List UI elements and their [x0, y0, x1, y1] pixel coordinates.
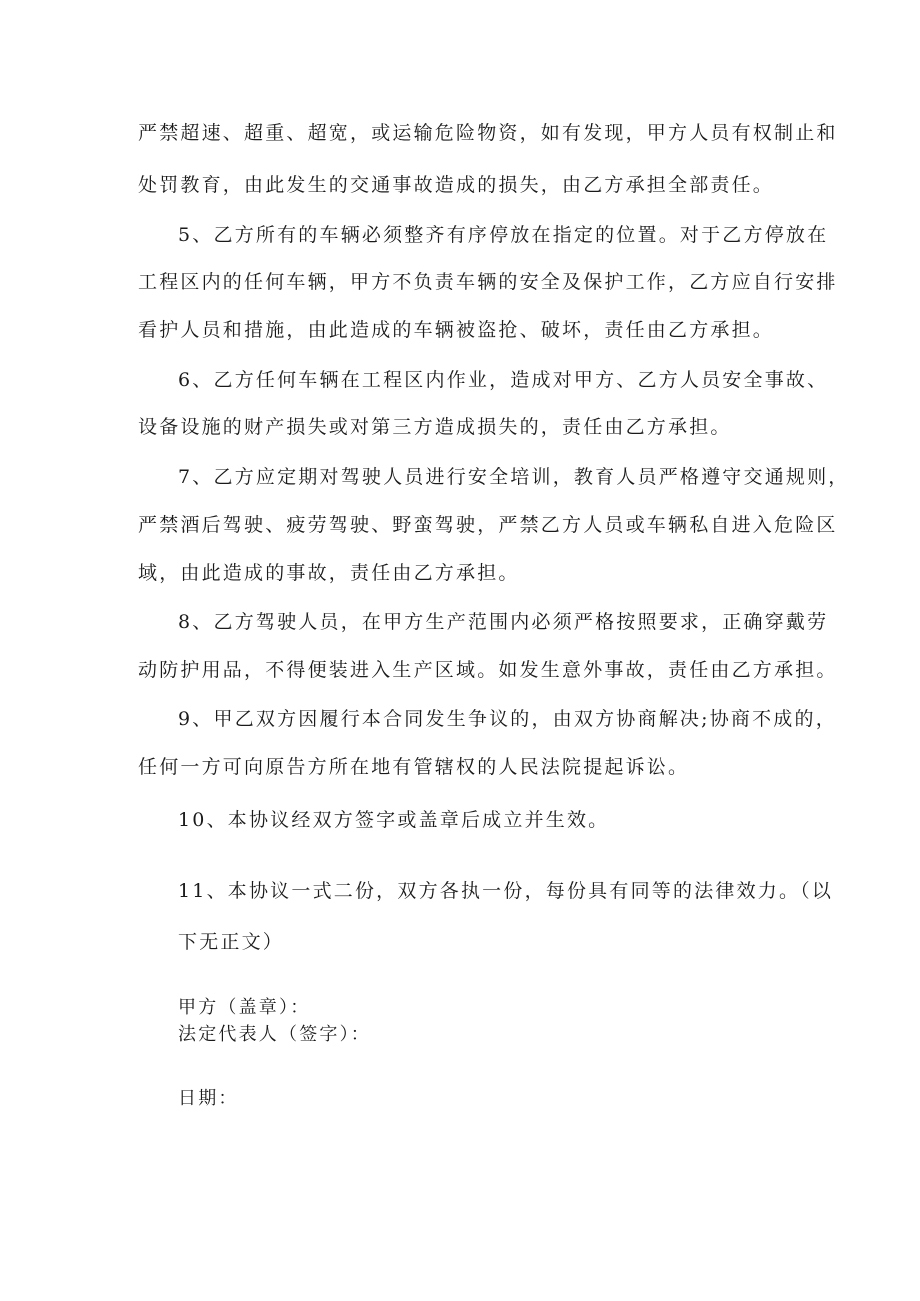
- signature-date: 日期：: [178, 1088, 239, 1109]
- paragraph-11-line-1: 11、本协议一式二份，双方各执一份，每份具有同等的法律效力。（以: [178, 880, 834, 902]
- paragraph-10-line-1: 10、本协议经双方签字或盖章后成立并生效。: [178, 809, 610, 831]
- paragraph-5-line-2: 工程区内的任何车辆，甲方不负责车辆的安全及保护工作，乙方应自行安排: [138, 271, 838, 293]
- paragraph-9-line-2: 任何一方可向原告方所在地有管辖权的人民法院提起诉讼。: [138, 756, 690, 778]
- paragraph-4-line-2: 处罚教育，由此发生的交通事故造成的损失，由乙方承担全部责任。: [138, 174, 775, 196]
- paragraph-6-line-1: 6、乙方任何车辆在工程区内作业，造成对甲方、乙方人员安全事故、: [178, 369, 829, 391]
- paragraph-6-line-2: 设备设施的财产损失或对第三方造成损失的，责任由乙方承担。: [138, 416, 732, 438]
- paragraph-8-line-2: 动防护用品，不得便装进入生产区域。如发生意外事故，责任由乙方承担。: [138, 659, 838, 681]
- paragraph-9-line-1: 9、甲乙双方因履行本合同发生争议的，由双方协商解决;协商不成的，: [178, 708, 837, 730]
- paragraph-4-line-1: 严禁超速、超重、超宽，或运输危险物资，如有发现，甲方人员有权制止和: [138, 122, 838, 144]
- paragraph-11-line-2: 下无正文）: [178, 931, 285, 953]
- paragraph-5-line-3: 看护人员和措施，由此造成的车辆被盗抢、破坏，责任由乙方承担。: [138, 319, 775, 341]
- paragraph-7-line-2: 严禁酒后驾驶、疲劳驾驶、野蛮驾驶，严禁乙方人员或车辆私自进入危险区: [138, 514, 838, 536]
- paragraph-8-line-1: 8、乙方驾驶人员，在甲方生产范围内必须严格按照要求，正确穿戴劳: [178, 611, 829, 633]
- paragraph-7-line-3: 域，由此造成的事故，责任由乙方承担。: [138, 562, 520, 584]
- paragraph-7-line-1: 7、乙方应定期对驾驶人员进行安全培训，教育人员严格遵守交通规则，: [178, 466, 850, 488]
- signature-legal-representative: 法定代表人（签字）：: [178, 1024, 371, 1045]
- signature-party-a: 甲方（盖章）：: [178, 997, 311, 1018]
- paragraph-5-line-1: 5、乙方所有的车辆必须整齐有序停放在指定的位置。对于乙方停放在: [178, 224, 829, 246]
